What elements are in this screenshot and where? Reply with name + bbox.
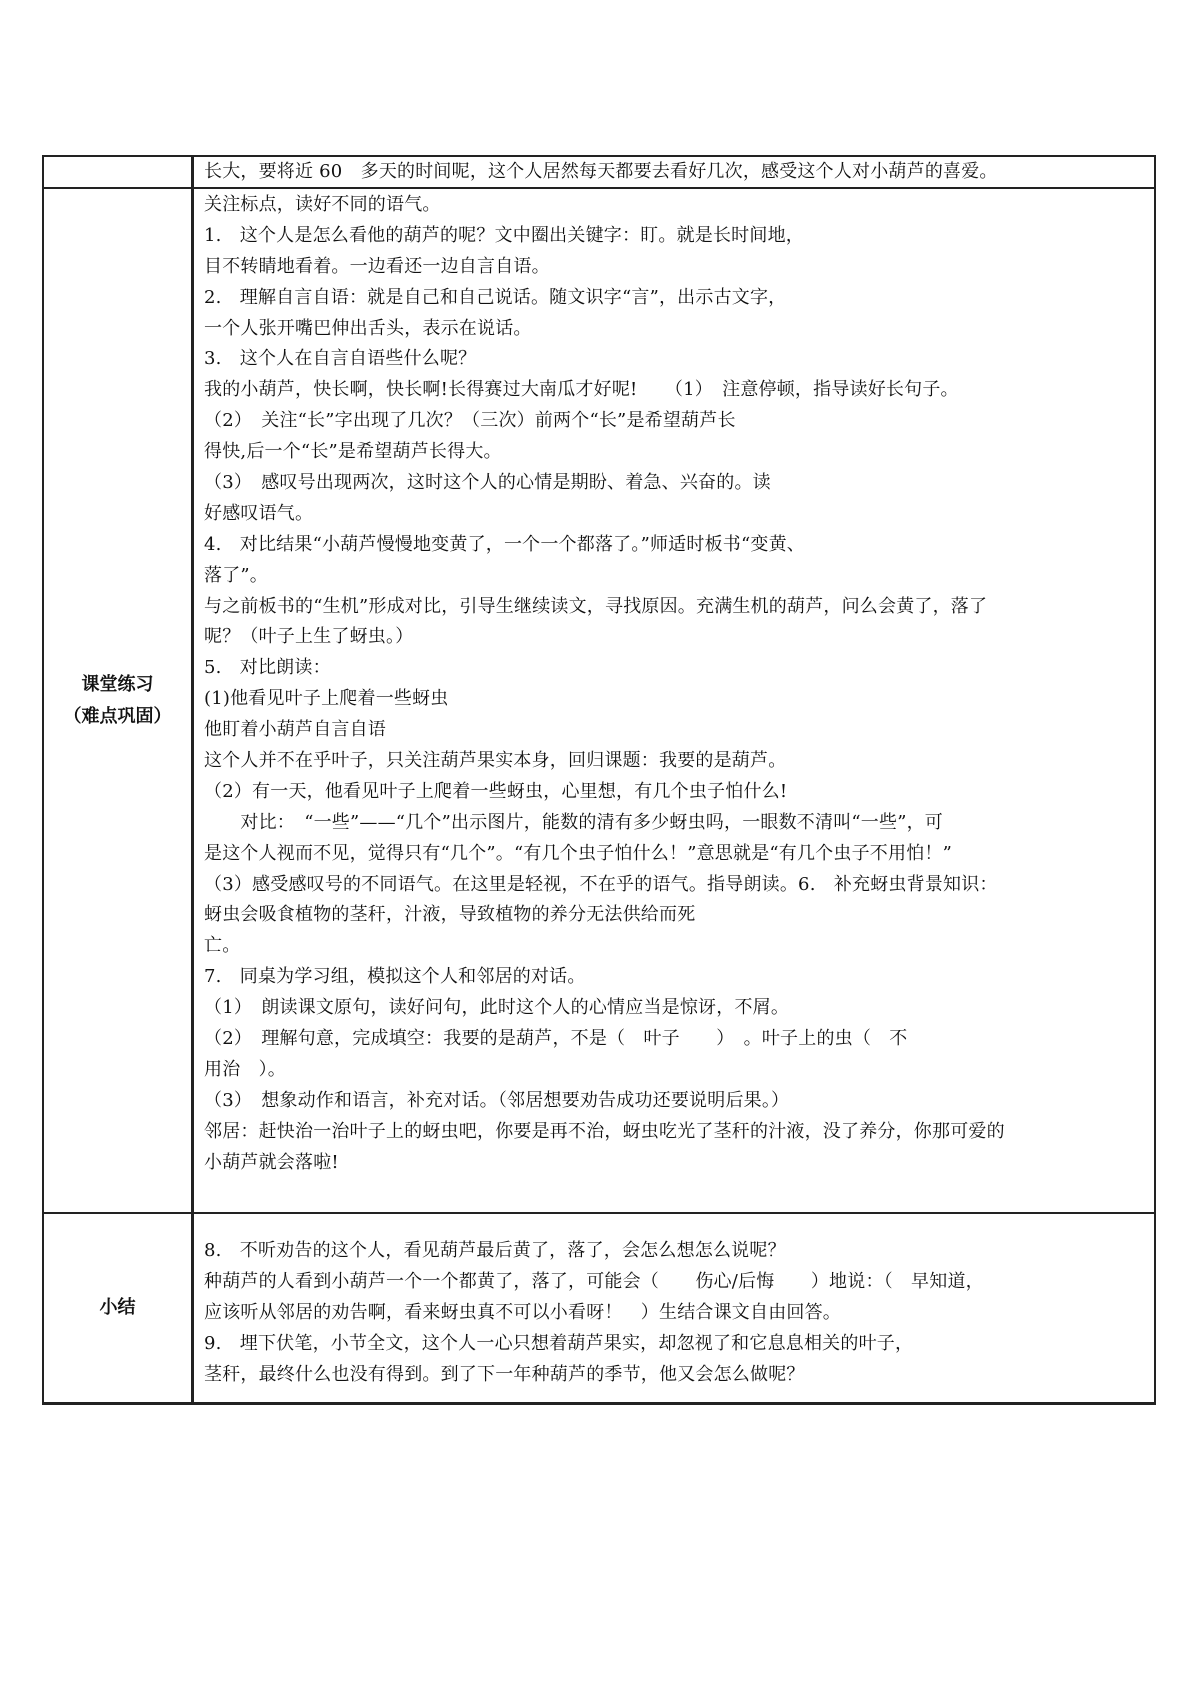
text-line: 茎秆，最终什么也没有得到。到了下一年种葫芦的季节，他又会怎么做呢？ (204, 1363, 805, 1385)
text-line: 应该听从邻居的劝告啊，看来蚜虫真不可以小看呀！ ）生结合课文自由回答。 (204, 1301, 841, 1323)
text-line: 亡。 (204, 935, 241, 957)
text-line: 目不转睛地看着。一边看还一边自言自语。 (204, 255, 550, 277)
text-line: 我的小葫芦，快长啊，快长啊!长得赛过大南瓜才好呢! （1） 注意停顿，指导读好长句子。 (204, 379, 959, 401)
text-line: 种葫芦的人看到小葫芦一个一个都黄了，落了，可能会（ 伤心/后悔 ）地说：（ 早知道， (204, 1270, 984, 1292)
text-line: 呢？（叶子上生了蚜虫。） (204, 626, 414, 648)
text-line: 9. 埋下伏笔，小节全文，这个人一心只想着葫芦果实，却忽视了和它息息相关的叶子， (204, 1332, 914, 1354)
table-row-classroom-practice (42, 187, 1156, 1212)
row-label-text: 小结 (99, 1297, 136, 1318)
row-content (194, 157, 1154, 187)
lesson-plan-table (42, 155, 1156, 1405)
text-line: 这个人并不在乎叶子，只关注葫芦果实本身，回归课题：我要的是葫芦。 (204, 750, 787, 772)
text-line: 他盯着小葫芦自言自语 (204, 719, 386, 741)
text-line: 5. 对比朗读： (204, 657, 331, 679)
text-line: （3） 想象动作和语言，补充对话。（邻居想要劝告成功还要说明后果。） (204, 1089, 790, 1111)
table-row-summary (42, 1212, 1156, 1405)
text-line: 对比： “一些”——“几个”出示图片，能数的清有多少蚜虫吗，一眼数不清叫“一些”，可 (204, 811, 944, 833)
row-label-classroom-practice (44, 189, 194, 1212)
text-line: 一个人张开嘴巴伸出舌头，表示在说话。 (204, 317, 532, 339)
text-line: 长大，要将近 60 多天的时间呢，这个人居然每天都要去看好几次，感受这个人对小葫芦的喜爱。 (204, 161, 998, 182)
text-line: 落了”。 (204, 564, 269, 586)
text-line: 得快,后一个“长”是希望葫芦长得大。 (204, 441, 502, 463)
text-line: （3） 感叹号出现两次，这时这个人的心情是期盼、着急、兴奋的。读 (204, 472, 771, 494)
text-line: 关注标点，读好不同的语气。 (204, 194, 441, 215)
text-line: 邻居：赶快治一治叶子上的蚜虫吧，你要是再不治，蚜虫吃光了茎秆的汁液，没了养分，你那可爱的 (204, 1120, 1005, 1142)
text-line: 与之前板书的“生机”形成对比，引导生继续读文，寻找原因。充满生机的葫芦，问么会黄了，落了 (204, 595, 988, 617)
table-row-continuation (42, 155, 1156, 187)
row-label-text: （难点巩固） (63, 705, 172, 727)
text-line: （2） 理解句意，完成填空：我要的是葫芦，不是（ 叶子 ） 。叶子上的虫（ 不 (204, 1028, 908, 1050)
text-line: （2） 关注“长”字出现了几次？（三次）前两个“长”是希望葫芦长 (204, 410, 736, 432)
text-line: 用治 ）。 (204, 1058, 286, 1080)
row-label-text: 课堂练习 (81, 673, 154, 695)
text-line: 7. 同桌为学习组，模拟这个人和邻居的对话。 (204, 966, 586, 988)
text-line: 小葫芦就会落啦! (204, 1151, 339, 1173)
row-label-summary (44, 1214, 194, 1402)
text-line: 4. 对比结果“小葫芦慢慢地变黄了，一个一个都落了。”师适时板书“变黄、 (204, 533, 805, 555)
row-label-empty (44, 157, 194, 187)
row-content (194, 189, 1154, 1212)
text-line: 3. 这个人在自言自语些什么呢？ (204, 348, 477, 370)
text-line: 蚜虫会吸食植物的茎秆，汁液，导致植物的养分无法供给而死 (204, 904, 696, 926)
row-content (194, 1214, 1154, 1402)
text-line: 1. 这个人是怎么看他的葫芦的呢？文中圈出关键字：盯。就是长时间地， (204, 224, 804, 246)
text-line: 2. 理解自言自语：就是自己和自己说话。随文识字“言”，出示古文字， (204, 286, 787, 308)
text-line: 8. 不听劝告的这个人，看见葫芦最后黄了，落了，会怎么想怎么说呢？ (204, 1240, 786, 1261)
text-line: (1)他看见叶子上爬着一些蚜虫 (204, 688, 449, 710)
text-line: 好感叹语气。 (204, 502, 314, 524)
text-line: 是这个人视而不见，觉得只有“几个”。“有几个虫子怕什么！”意思就是“有几个虫子不用怕！” (204, 842, 953, 864)
text-line: （2）有一天，他看见叶子上爬着一些蚜虫，心里想，有几个虫子怕什么! (204, 780, 788, 802)
text-line: （1） 朗读课文原句，读好问句，此时这个人的心情应当是惊讶，不屑。 (204, 997, 790, 1019)
text-line: （3）感受感叹号的不同语气。在这里是轻视，不在乎的语气。指导朗读。6. 补充蚜虫背景知识： (204, 873, 998, 895)
